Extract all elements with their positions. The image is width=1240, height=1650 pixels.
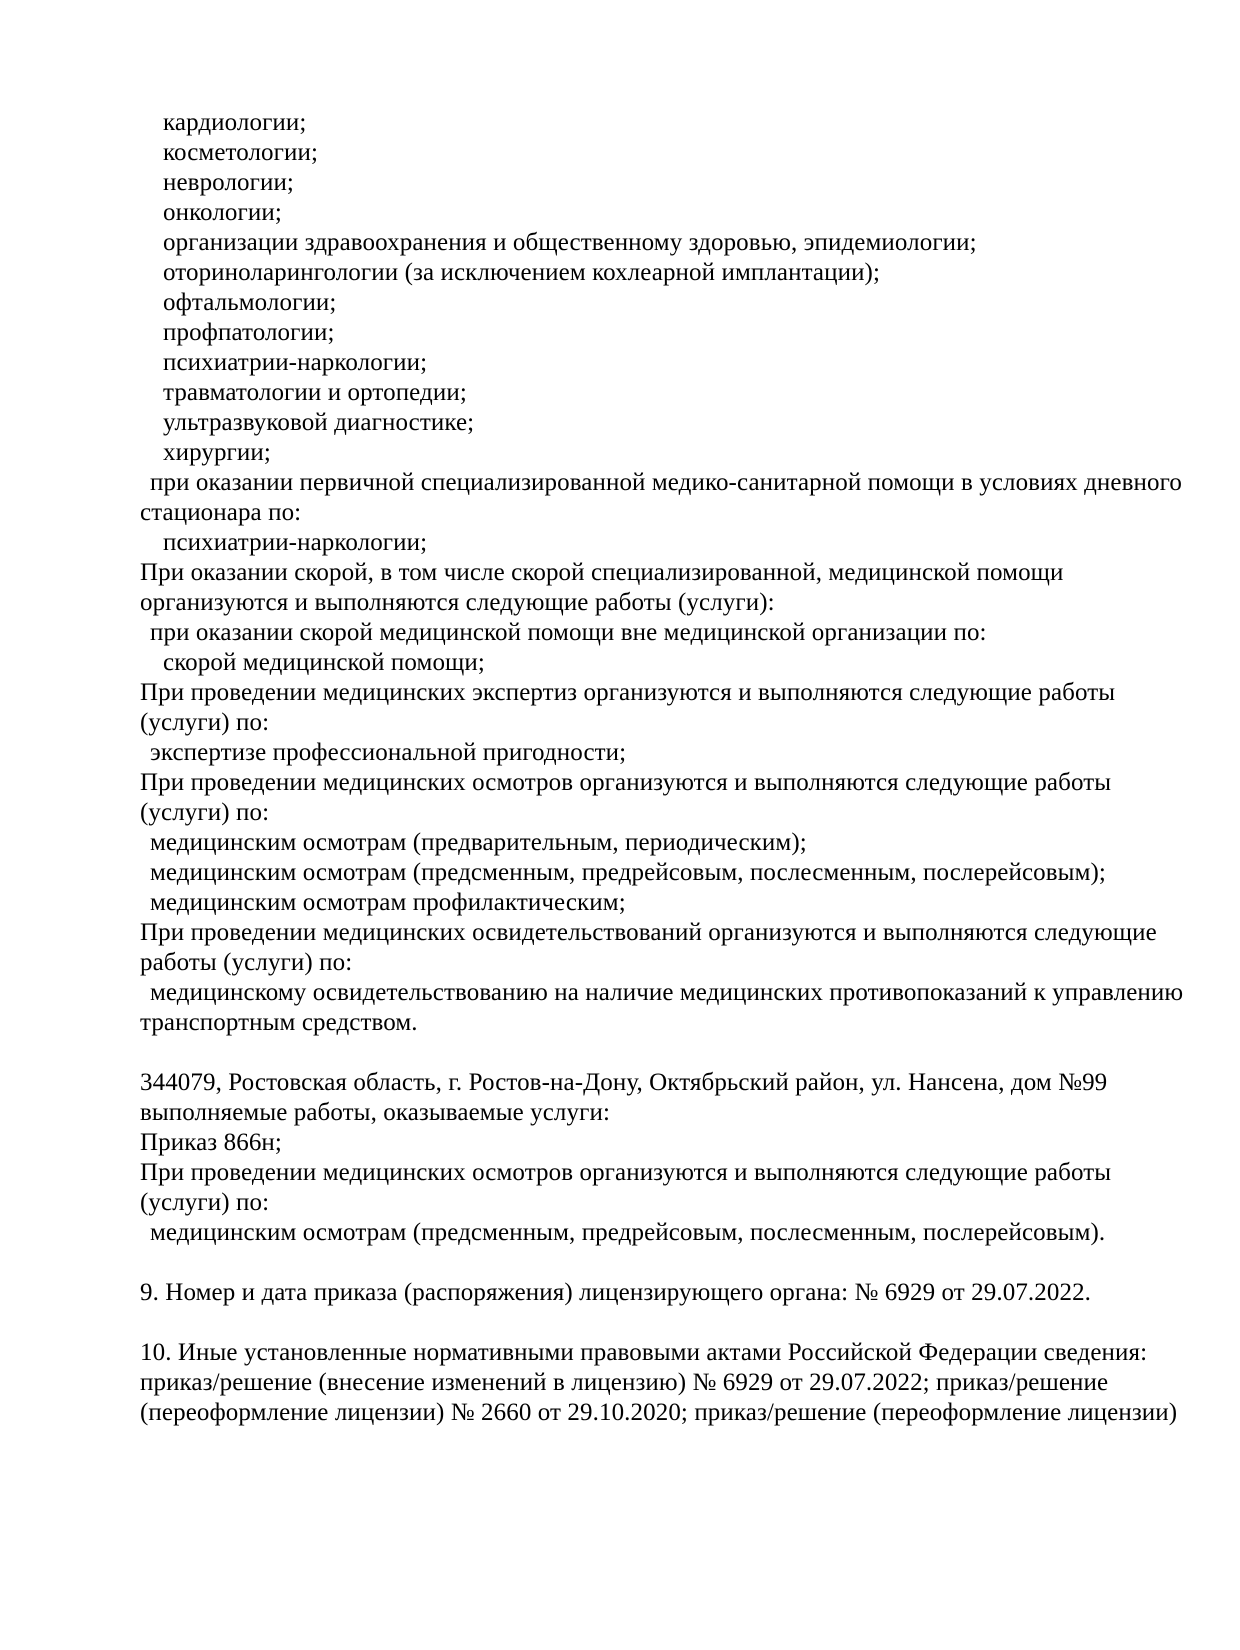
document-line: 344079, Ростовская область, г. Ростов-на-Дону, Октябрьский район, ул. Нансена, дом №99 — [140, 1069, 1108, 1096]
document-line: при оказании первичной специализированной медико-санитарной помощи в условиях дневного — [150, 469, 1182, 496]
document-line: (услуги) по: — [140, 709, 270, 736]
document-line: стационара по: — [140, 499, 302, 526]
document-line — [140, 1248, 1200, 1278]
document-line: ультразвуковой диагностике; — [163, 409, 475, 436]
document-line: При проведении медицинских осмотров организуются и выполняются следующие работы — [140, 1159, 1112, 1186]
document-line: при оказании скорой медицинской помощи вне медицинской организации по: — [150, 619, 987, 646]
document-line: хирургии; — [163, 439, 271, 466]
document-line: неврологии; — [163, 169, 294, 196]
document-line: медицинским осмотрам профилактическим; — [150, 889, 626, 916]
document-line: (переоформление лицензии) № 2660 от 29.10.2020; приказ/решение (переоформление лицензии) — [140, 1399, 1178, 1426]
document-line: (услуги) по: — [140, 799, 270, 826]
document-line: При проведении медицинских экспертиз организуются и выполняются следующие работы — [140, 679, 1116, 706]
document-line: скорой медицинской помощи; — [163, 649, 485, 676]
document-line: организуются и выполняются следующие работы (услуги): — [140, 589, 775, 616]
document-line: транспортным средством. — [140, 1009, 418, 1036]
document-line: экспертизе профессиональной пригодности; — [150, 739, 627, 766]
document-line: При оказании скорой, в том числе скорой специализированной, медицинской помощи — [140, 559, 1064, 586]
document-line: профпатологии; — [163, 319, 335, 346]
document-line — [140, 1038, 1200, 1068]
document-line: кардиологии; — [163, 109, 307, 136]
document-line: травматологии и ортопедии; — [163, 379, 467, 406]
document-line: оториноларингологии (за исключением кохлеарной имплантации); — [163, 259, 881, 286]
document-line: организации здравоохранения и общественному здоровью, эпидемиологии; — [163, 229, 977, 256]
document-line: При проведении медицинских освидетельствований организуются и выполняются следующие — [140, 919, 1157, 946]
document-line: медицинским осмотрам (предсменным, предрейсовым, послесменным, послерейсовым); — [150, 859, 1106, 886]
document-line: (услуги) по: — [140, 1189, 270, 1216]
document-line: Приказ 866н; — [140, 1129, 282, 1156]
document-line: При проведении медицинских осмотров организуются и выполняются следующие работы — [140, 769, 1112, 796]
document-line — [140, 1308, 1200, 1338]
document-line: психиатрии-наркологии; — [163, 529, 428, 556]
document-line: 9. Номер и дата приказа (распоряжения) лицензирующего органа: № 6929 от 29.07.2022. — [140, 1279, 1092, 1306]
document-line: онкологии; — [163, 199, 282, 226]
document-body — [140, 108, 1200, 1428]
document-line: медицинским осмотрам (предварительным, периодическим); — [150, 829, 807, 856]
document-line: медицинскому освидетельствованию на наличие медицинских противопоказаний к управлению — [150, 979, 1184, 1006]
document-line: медицинским осмотрам (предсменным, предрейсовым, послесменным, послерейсовым). — [150, 1219, 1106, 1246]
document-line: косметологии; — [163, 139, 319, 166]
document-line: офтальмологии; — [163, 289, 337, 316]
document-line: психиатрии-наркологии; — [163, 349, 428, 376]
document-line: 10. Иные установленные нормативными правовыми актами Российской Федерации сведения: — [140, 1339, 1148, 1366]
document-line: работы (услуги) по: — [140, 949, 353, 976]
document-line: выполняемые работы, оказываемые услуги: — [140, 1099, 610, 1126]
document-line: приказ/решение (внесение изменений в лицензию) № 6929 от 29.07.2022; приказ/решение — [140, 1369, 1109, 1396]
